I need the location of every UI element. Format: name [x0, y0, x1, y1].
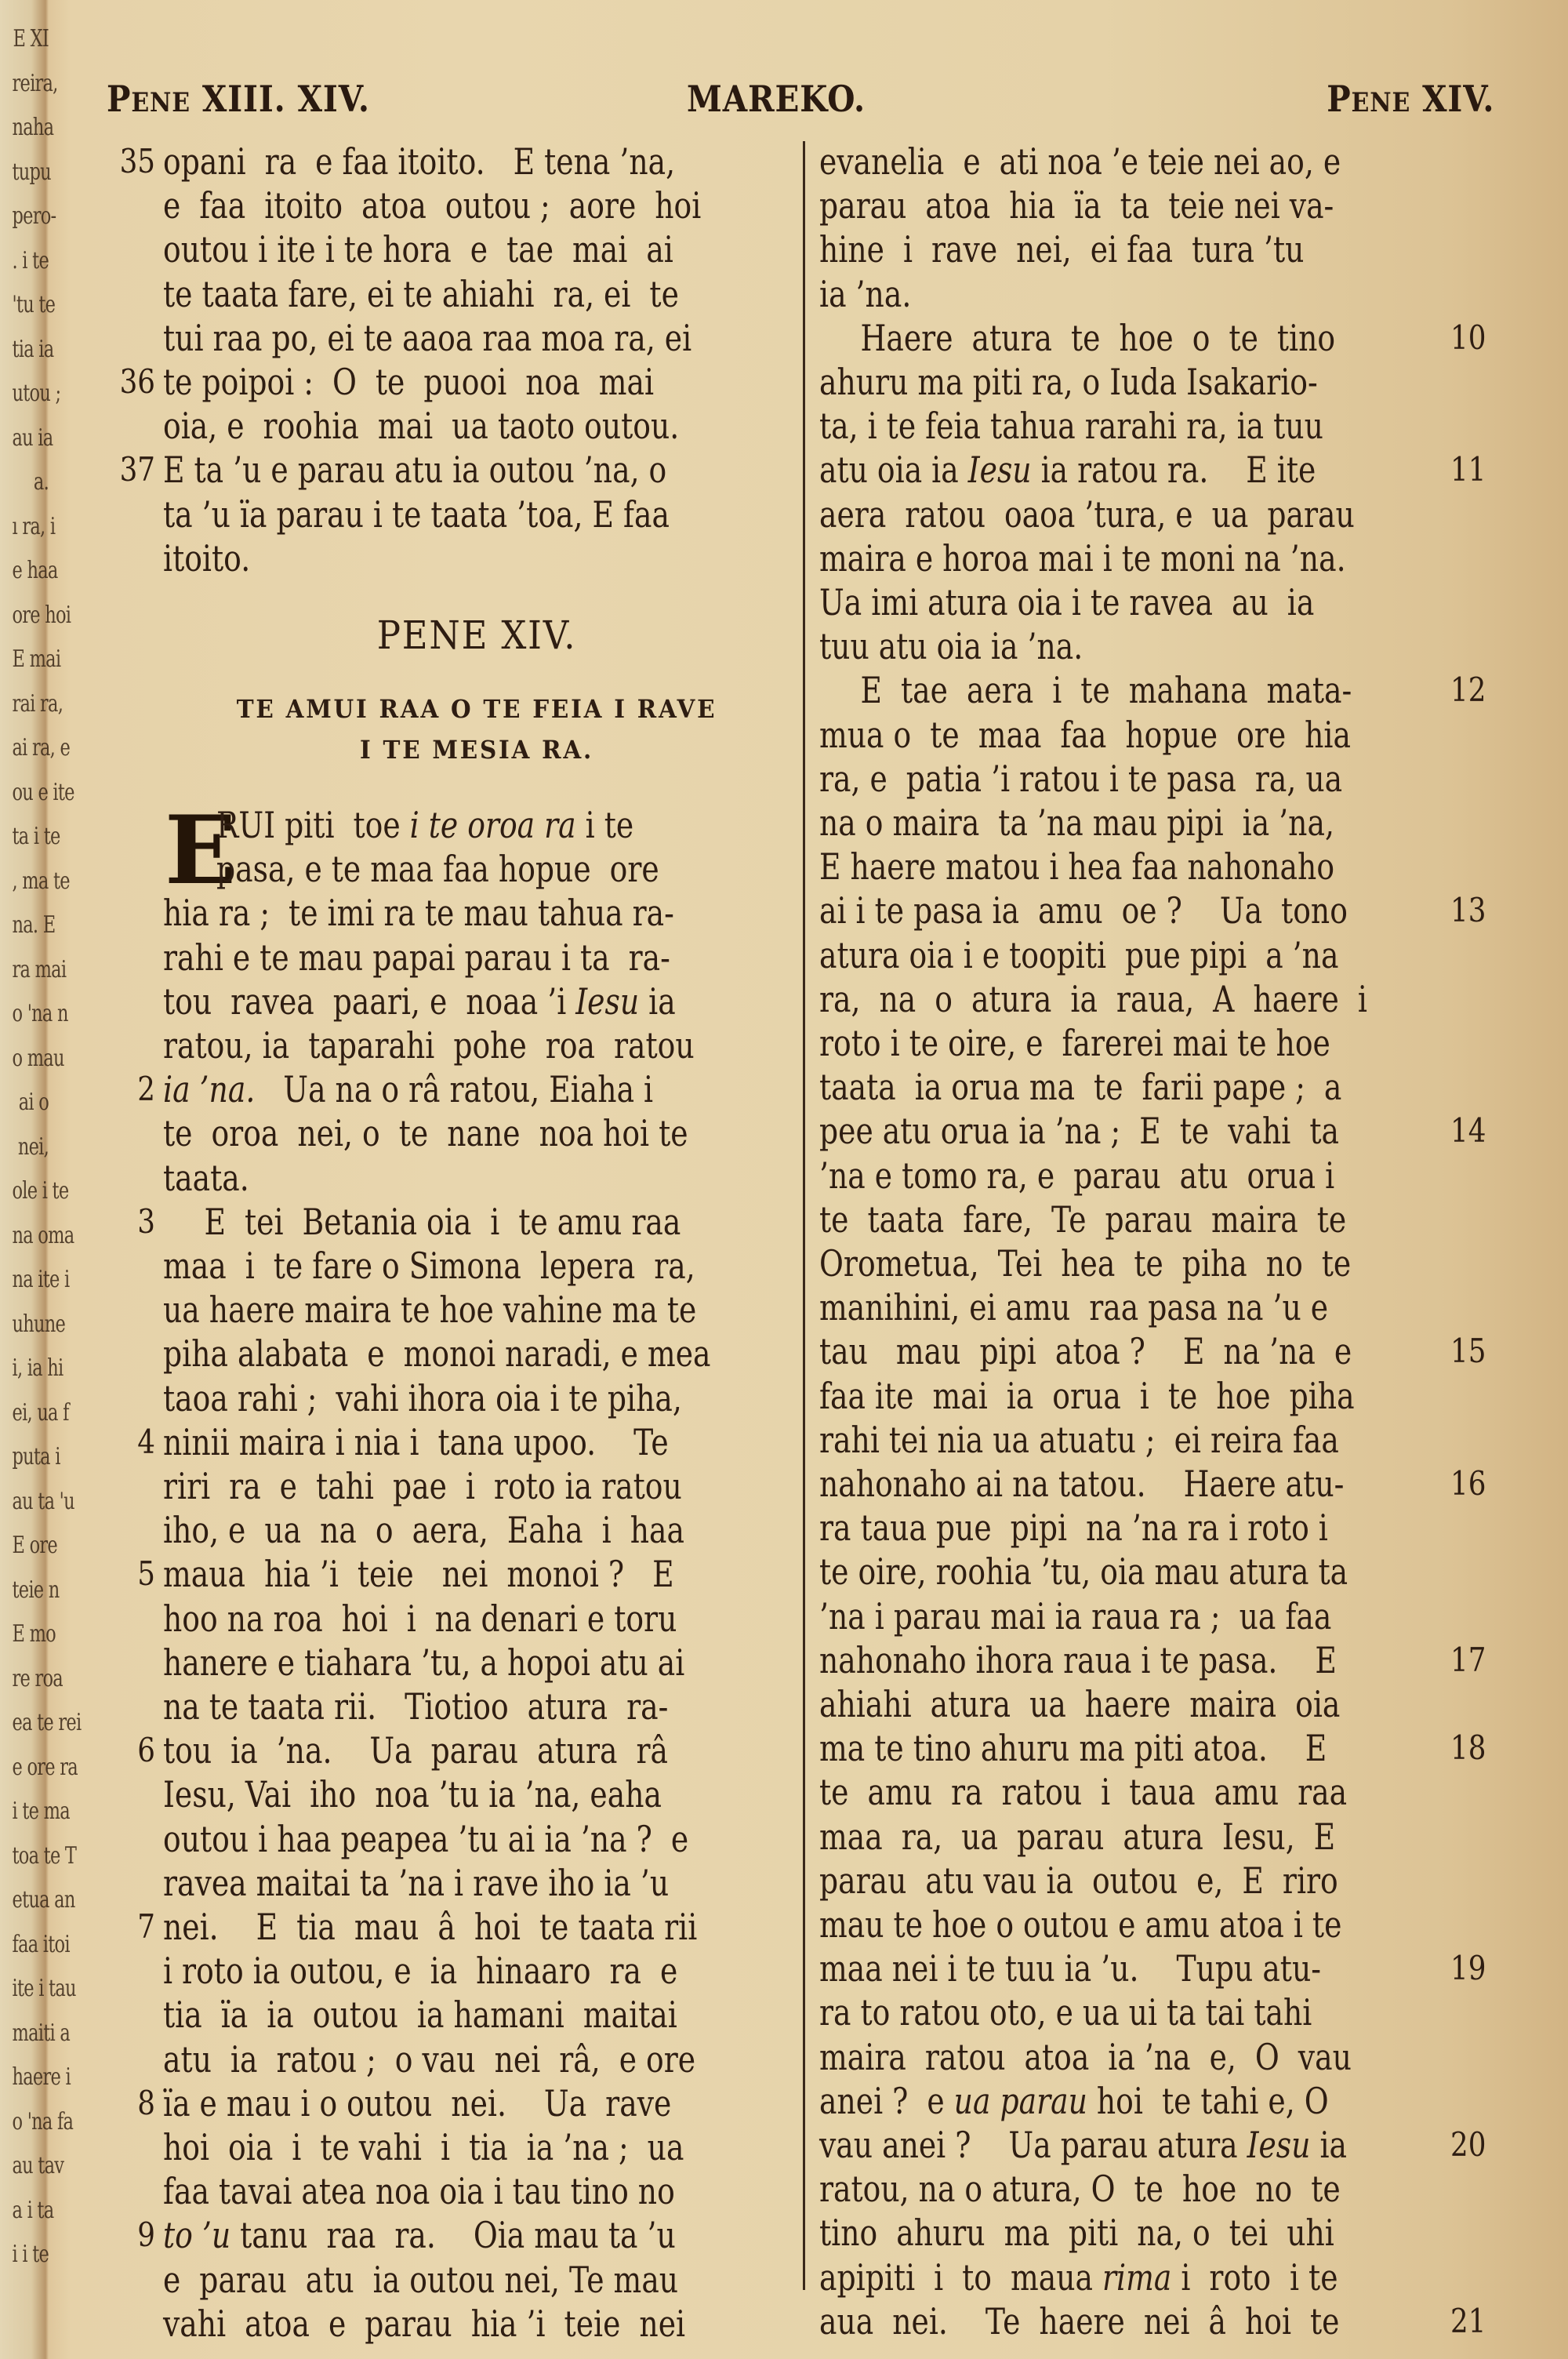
text-run: Iesu, Vai iho noa ’tu ia ’na, eaha	[163, 1773, 662, 1816]
text-line	[163, 1376, 682, 1420]
verse-number: 7	[137, 1907, 155, 1946]
text-line	[819, 668, 1352, 712]
facing-page-fragment: na oma	[12, 1221, 74, 1249]
text-line	[819, 1329, 1352, 1373]
text-line	[819, 801, 1334, 845]
text-run: ma te tino ahuru ma piti atoa. E	[819, 1727, 1327, 1770]
text-run: anei ? e	[819, 2079, 954, 2122]
text-run: e faa itoito atoa outou ; aore hoi	[163, 184, 702, 227]
header-left-initial: P	[107, 78, 132, 120]
text-line	[163, 1641, 685, 1685]
text-run: te oroa nei, o te nane noa hoi te	[163, 1112, 688, 1155]
text-line	[163, 1111, 688, 1155]
text-run: riri ra e tahi pae i roto ia ratou	[163, 1465, 682, 1507]
text-line	[819, 184, 1334, 227]
text-line	[819, 2167, 1341, 2211]
facing-page-fragment: a.	[33, 468, 49, 496]
verse-number: 16	[1450, 1464, 1486, 1503]
text-line	[819, 624, 1327, 668]
facing-page-fragment: etua an	[12, 1886, 75, 1914]
text-line	[163, 1508, 684, 1552]
text-line	[163, 1288, 697, 1332]
text-run: i te	[575, 804, 634, 846]
text-line	[819, 1550, 1348, 1594]
text-line	[163, 2169, 677, 2213]
text-run: ravea maitai ta ’na i rave iho ia ’u	[163, 1861, 670, 1904]
facing-page-fragment: ta i te	[12, 823, 60, 850]
text-line	[819, 1198, 1347, 1241]
facing-page-fragment: o 'na n	[12, 1000, 68, 1027]
text-run: maa nei i te tuu ia ’u. Tupu atu-	[819, 1947, 1322, 1990]
facing-page-fragment: toa te T	[12, 1841, 77, 1870]
text-line	[163, 891, 677, 935]
text-run: ra taua pue pipi na ’na ra i roto i	[819, 1507, 1328, 1550]
facing-page-fragment: ı ra, i	[12, 512, 56, 540]
text-line	[163, 1993, 677, 2037]
text-run: E ta ’u e parau atu ia outou ’na, o	[163, 449, 667, 492]
facing-page-fragment: ei, ua f	[12, 1398, 69, 1427]
text-run: maira ratou atoa ia ’na e, O vau	[819, 2035, 1352, 2078]
verse-number: 10	[1450, 318, 1486, 357]
facing-page-fragment: teie n	[12, 1576, 60, 1604]
text-line	[163, 448, 677, 492]
verse-number: 12	[1450, 671, 1486, 710]
text-run: atu ia ratou ; o vau nei râ, e ore	[163, 2037, 696, 2081]
text-line	[819, 1990, 1327, 2034]
text-line	[216, 847, 687, 891]
text-line	[819, 2123, 1348, 2167]
verse-number: 19	[1450, 1949, 1486, 1988]
text-line	[819, 713, 1351, 757]
column-divider	[803, 141, 805, 2290]
text-run: faa ite mai ia orua i te hoe piha	[819, 1374, 1355, 1417]
text-run: tui raa po, ei te aaoa raa moa ra, ei	[163, 316, 692, 359]
text-run: tau mau pipi atoa ? E na ’na e	[819, 1330, 1352, 1373]
text-run: maua hia ’i teie nei monoi ? E	[163, 1553, 674, 1596]
facing-page-fragment: i i te	[12, 2241, 49, 2268]
facing-page-fragment: tia ia	[12, 335, 54, 363]
facing-page-edge	[0, 0, 82, 2359]
text-line	[819, 1021, 1330, 1065]
text-run: atu oia ia	[819, 449, 968, 492]
verse-number: 4	[137, 1422, 155, 1461]
text-line	[163, 1420, 677, 1464]
text-run: ra, na o atura ia raua, A haere i	[819, 977, 1367, 1020]
italic-text: Iesu	[1247, 2124, 1311, 2166]
text-run: parau atu vau ia outou e, E riro	[819, 1859, 1338, 1902]
facing-page-fragment: ole i te	[12, 1177, 69, 1205]
text-line	[819, 757, 1343, 801]
text-line	[819, 889, 1348, 932]
text-run: te amu ra ratou i taua amu raa	[819, 1771, 1348, 1814]
text-line	[819, 227, 1327, 271]
text-run: outou i haa peapea ’tu ai ia ’na ? e	[163, 1817, 689, 1860]
text-line	[163, 1464, 682, 1508]
text-line	[819, 1682, 1341, 1726]
italic-text: ia ’na.	[163, 1068, 256, 1111]
text-run: ia	[639, 980, 676, 1023]
text-run: RUI piti toe	[216, 804, 410, 846]
text-run: mau te hoe o outou e amu atoa i te	[819, 1903, 1342, 1946]
drop-cap: E	[165, 795, 237, 906]
text-line	[163, 404, 680, 448]
verse-number: 17	[1450, 1640, 1486, 1679]
text-run: aera ratou oaoa ’tura, e ua parau	[819, 493, 1355, 536]
text-line	[819, 580, 1327, 624]
text-run: Ua na o râ ratou, Eiaha i	[255, 1068, 654, 1111]
verse-number: 15	[1450, 1332, 1486, 1371]
facing-page-fragment: , ma te	[12, 867, 70, 895]
text-run: E tae aera i te mahana mata-	[860, 669, 1352, 712]
text-line	[163, 316, 692, 360]
text-run: nahonaho ai na tatou. Haere atu-	[819, 1463, 1345, 1505]
text-run: manihini, ei amu raa pasa na ’u e	[819, 1286, 1329, 1329]
facing-page-fragment: . i te	[12, 246, 49, 274]
text-run: taoa rahi ; vahi ihora oia i te piha,	[163, 1376, 682, 1419]
text-line	[163, 536, 677, 580]
text-run: nahonaho ihora raua i te pasa. E	[819, 1638, 1337, 1681]
text-run: E haere matou i hea faa nahonaho	[819, 845, 1335, 889]
text-run: mua o te maa faa hopue ore hia	[819, 713, 1351, 756]
text-run: oia, e roohia mai ua taoto outou.	[163, 405, 680, 448]
text-run: taata ia orua ma te farii pape ; a	[819, 1066, 1342, 1109]
text-line	[163, 272, 677, 316]
text-run: te taata fare, Te parau maira te	[819, 1198, 1347, 1241]
verse-number: 6	[137, 1731, 155, 1770]
text-line	[819, 536, 1346, 580]
text-run: itoito.	[163, 536, 251, 580]
text-run: maira e horoa mai i te moni na ’na.	[819, 536, 1346, 580]
italic-text: rima	[1102, 2255, 1172, 2299]
text-run: aua nei. Te haere nei â hoi te	[819, 2299, 1340, 2343]
text-line	[819, 140, 1341, 184]
verse-number: 36	[119, 362, 155, 401]
facing-page-fragment: ai o	[18, 1089, 49, 1116]
text-run: hanere e tiahara ’tu, a hopoi atu ai	[163, 1641, 685, 1684]
running-header	[107, 75, 1494, 122]
facing-page-fragment: na ite i	[12, 1266, 70, 1293]
verse-number: 13	[1450, 891, 1486, 930]
text-run: ra to ratou oto, e ua ui ta tai tahi	[819, 1991, 1312, 2034]
text-line	[819, 404, 1327, 448]
text-line	[819, 493, 1355, 536]
header-right-smallcaps: ENE	[1351, 87, 1410, 118]
text-run: na te taata rii. Tiotioo atura ra-	[163, 1685, 669, 1728]
text-line	[819, 1418, 1339, 1462]
text-run: faa tavai atea noa oia i tau tino no	[163, 2170, 675, 2213]
text-run: ’na e tomo ra, e parau atu orua i	[819, 1154, 1335, 1197]
text-run: te poipoi : O te puooi noa mai	[163, 361, 655, 403]
text-line	[163, 1772, 677, 1816]
text-run: hoo na roa hoi i na denari e toru	[163, 1597, 677, 1640]
text-line	[819, 1815, 1336, 1859]
verse-number: 5	[137, 1554, 155, 1594]
text-line	[163, 2081, 677, 2125]
facing-page-fragment: e ore ra	[12, 1753, 78, 1781]
text-run: evanelia e ati noa ’e teie nei ao, e	[819, 140, 1341, 183]
verse-number: 9	[137, 2215, 155, 2255]
text-run: ratou, ia taparahi pohe roa ratou	[163, 1024, 695, 1067]
header-right-numerals: XIV.	[1410, 78, 1494, 120]
chapter-summary-line: TE AMUI RAA O TE FEIA I RAVE	[236, 694, 717, 724]
text-line	[163, 2302, 686, 2346]
text-run: ra, e patia ’i ratou i te pasa ra, ua	[819, 757, 1343, 800]
facing-page-fragment: i te ma	[12, 1797, 70, 1825]
facing-page-fragment: faa itoi	[12, 1930, 70, 1958]
facing-page-fragment: o 'na fa	[12, 2107, 74, 2135]
facing-page-fragment: naha	[12, 114, 54, 141]
facing-page-fragment: 'tu te	[12, 291, 56, 318]
text-run: ai i te pasa ia amu oe ? Ua tono	[819, 889, 1348, 932]
text-line	[163, 1949, 677, 1993]
text-line	[163, 1156, 677, 1200]
verse-number: 11	[1450, 450, 1486, 489]
italic-text: to ’u	[163, 2214, 231, 2257]
text-line	[819, 1374, 1355, 1418]
text-run: opani ra e faa itoito. E tena ’na,	[163, 140, 676, 183]
italic-text: Iesu	[575, 980, 640, 1023]
text-run: piha alabata e monoi naradi, e mea	[163, 1332, 711, 1376]
text-line	[819, 1903, 1342, 1946]
text-run: taata.	[163, 1156, 249, 1199]
text-run: hia ra ; te imi ra te mau tahua ra-	[163, 892, 674, 935]
facing-page-fragment: pero-	[12, 202, 56, 230]
text-line	[163, 1817, 689, 1861]
text-run: pee atu orua ia ’na ; E te vahi ta	[819, 1110, 1339, 1153]
text-run: apipiti i to maua	[819, 2255, 1103, 2299]
text-line	[163, 2258, 677, 2302]
text-run: ta, i te feia tahua rarahi ra, ia tuu	[819, 405, 1323, 448]
text-line	[819, 1462, 1345, 1506]
chapter-summary-line: I TE MESIA RA.	[360, 735, 593, 765]
text-line	[163, 980, 677, 1023]
text-line	[163, 1067, 677, 1111]
text-line	[819, 360, 1327, 404]
text-run: ia ratou ra. E ite	[1031, 449, 1316, 492]
text-line	[163, 936, 677, 980]
verse-number: 3	[137, 1201, 155, 1241]
text-run: Ua imi atura oia i te ravea au ia	[819, 581, 1315, 623]
facing-page-fragment: i, ia hi	[12, 1354, 64, 1382]
text-run: E tei Betania oia i te amu raa	[204, 1200, 681, 1243]
text-run: outou i ite i te hora e tae mai ai	[163, 228, 673, 271]
facing-page-fragment: au ia	[12, 423, 53, 452]
text-run: tanu raa ra. Oia mau ta ’u	[230, 2214, 676, 2257]
facing-page-fragment: haere i	[12, 2063, 71, 2091]
facing-page-fragment: ou e ite	[12, 778, 74, 806]
facing-page-fragment: utou ;	[12, 380, 61, 407]
text-run: rahi tei nia ua atuatu ; ei reira faa	[819, 1418, 1339, 1461]
text-line	[163, 1597, 677, 1641]
text-line	[163, 1685, 677, 1728]
facing-page-fragment: au ta 'u	[12, 1487, 74, 1515]
text-line	[163, 1861, 677, 1905]
text-line	[819, 1726, 1327, 1770]
text-run: hine i rave nei, ei faa tura ’tu	[819, 228, 1305, 271]
text-run: ta ’u ïa parau i te taata ’toa, E faa	[163, 493, 670, 536]
text-run: vau anei ? Ua parau atura	[819, 2124, 1247, 2166]
chapter-title: PENE XIV.	[376, 612, 577, 658]
facing-page-fragment: E XI	[13, 25, 49, 53]
text-line	[163, 1023, 695, 1067]
text-run: rahi e te mau papai parau i ta ra-	[163, 936, 670, 979]
text-line	[819, 1065, 1342, 1109]
text-run: ia ’na.	[819, 272, 912, 315]
verse-number: 35	[119, 142, 155, 180]
text-run: maa i te fare o Simona lepera ra,	[163, 1245, 695, 1287]
text-line	[163, 1332, 711, 1376]
text-line	[819, 2211, 1334, 2255]
text-run: tia ïa ia outou ia hamani maitai	[163, 1994, 677, 2037]
text-run: e parau atu ia outou nei, Te mau	[163, 2258, 679, 2301]
text-line	[819, 2035, 1352, 2079]
text-line	[819, 2079, 1327, 2123]
text-run: pasa, e te maa faa hopue ore	[216, 848, 659, 891]
header-book-title: MAREKO.	[687, 78, 866, 120]
text-run: ua haere maira te hoe vahine ma te	[163, 1289, 697, 1332]
text-line	[819, 1154, 1335, 1198]
facing-page-fragment: maiti a	[12, 2019, 70, 2047]
header-right-initial: P	[1326, 78, 1352, 120]
text-line	[163, 184, 702, 227]
text-line	[216, 803, 687, 847]
facing-page-fragment: re roa	[12, 1664, 63, 1692]
text-run: tou ravea paari, e noaa ’i	[163, 980, 576, 1023]
facing-page-fragment: ea te rei	[12, 1709, 82, 1736]
text-run: roto i te oire, e farerei mai te hoe	[819, 1022, 1330, 1064]
text-line	[163, 140, 677, 184]
text-line	[819, 448, 1327, 492]
verse-number: 2	[137, 1070, 155, 1109]
facing-page-fragment: E mo	[12, 1620, 56, 1648]
verse-number: 20	[1450, 2125, 1486, 2164]
text-run: Haere atura te hoe o te tino	[860, 316, 1336, 359]
text-line	[819, 1594, 1332, 1638]
text-run: parau atoa hia ïa ta teie nei va-	[819, 184, 1334, 227]
text-run: vahi atoa e parau hia ’i teie nei	[163, 2302, 686, 2345]
text-line	[163, 2037, 696, 2081]
text-line	[819, 933, 1339, 977]
italic-text: i te oroa ra	[409, 804, 576, 846]
text-line	[163, 1905, 698, 1949]
text-run: maa ra, ua parau atura Iesu, E	[819, 1815, 1336, 1858]
facing-page-fragment: ore hoi	[12, 601, 71, 629]
text-line	[819, 845, 1335, 889]
text-line	[819, 1859, 1338, 1903]
text-run: tino ahuru ma piti na, o tei uhi	[819, 2212, 1334, 2255]
facing-page-fragment: ra mai	[12, 955, 67, 983]
verse-number: 14	[1450, 1111, 1486, 1150]
facing-page-fragment: tupu	[12, 158, 51, 186]
text-run: nei. E tia mau â hoi te taata rii	[163, 1906, 698, 1948]
text-line	[163, 360, 677, 404]
text-run: tuu atu oia ia ’na.	[819, 625, 1083, 668]
header-chapter-range-left	[107, 75, 370, 126]
facing-page-fragment: puta i	[12, 1443, 60, 1470]
header-left-smallcaps: ENE	[131, 87, 191, 118]
text-line	[163, 1244, 695, 1288]
facing-page-fragment: ite i tau	[12, 1975, 76, 2002]
text-run: Orometua, Tei hea te piha no te	[819, 1242, 1352, 1285]
facing-page-fragment: au tav	[12, 2152, 64, 2179]
facing-page-fragment: uhune	[12, 1310, 66, 1338]
text-line	[819, 316, 1336, 360]
text-line	[819, 1241, 1352, 1285]
verse-number: 21	[1450, 2301, 1486, 2340]
text-run: iho, e ua na o aera, Eaha i haa	[163, 1509, 684, 1552]
text-run: i roto ia outou, e ia hinaaro ra e	[163, 1950, 678, 1993]
text-run: ahiahi atura ua haere maira oia	[819, 1683, 1341, 1725]
facing-page-fragment: rai ra,	[12, 689, 64, 718]
verse-number: 8	[137, 2083, 155, 2122]
text-line	[819, 1638, 1337, 1682]
text-line	[163, 493, 677, 536]
text-run: ia	[1310, 2124, 1348, 2166]
text-line	[819, 1770, 1348, 1814]
header-chapter-right	[1327, 75, 1494, 126]
text-run: ninii maira i nia i tana upoo. Te	[163, 1420, 669, 1463]
italic-text: Iesu	[967, 449, 1032, 492]
text-run: hoi oia i te vahi i tia ia ’na ; ua	[163, 2126, 684, 2168]
text-line	[819, 272, 1327, 316]
text-line	[819, 1285, 1327, 1329]
text-run: ’na i parau mai ia raua ra ; ua faa	[819, 1594, 1332, 1637]
facing-page-fragment: reira,	[12, 69, 58, 97]
text-run: tou ia ’na. Ua parau atura râ	[163, 1729, 669, 1772]
text-run: atura oia i e toopiti pue pipi a ’na	[819, 933, 1339, 976]
facing-page-fragment: a i ta	[12, 2196, 54, 2224]
text-line	[163, 1552, 677, 1596]
text-line	[819, 1506, 1327, 1550]
text-line	[163, 1728, 677, 1772]
text-run: na o maira ta ’na mau pipi ia ’na,	[819, 801, 1334, 844]
facing-page-fragment: E mai	[12, 645, 61, 673]
facing-page-fragment: ai ra, e	[12, 734, 71, 761]
text-line	[819, 2255, 1338, 2299]
text-line	[163, 2125, 684, 2169]
text-line	[163, 1200, 681, 1244]
text-line	[163, 227, 677, 271]
text-run: te taata fare, ei te ahiahi ra, ei te	[163, 272, 679, 315]
text-line	[163, 2213, 677, 2257]
text-line	[819, 2299, 1340, 2343]
text-run: ratou, na o atura, O te hoe no te	[819, 2168, 1341, 2211]
verse-number: 37	[119, 450, 155, 489]
facing-page-fragment: nei,	[17, 1132, 49, 1161]
text-run: ahuru ma piti ra, o Iuda Isakario-	[819, 361, 1318, 403]
text-run: te oire, roohia ’tu, oia mau atura ta	[819, 1550, 1348, 1594]
facing-page-fragment: o mau	[12, 1044, 64, 1072]
text-run: i roto i te	[1171, 2255, 1338, 2299]
italic-text: ua parau	[953, 2079, 1087, 2122]
facing-page-fragment: e haa	[12, 557, 58, 584]
header-left-numerals: XIII. XIV.	[190, 78, 370, 120]
text-line	[819, 1946, 1327, 1990]
facing-page-fragment: na. E	[12, 911, 56, 939]
text-run: ïa e mau i o outou nei. Ua rave	[163, 2081, 672, 2125]
facing-page-fragment: E ore	[12, 1532, 57, 1559]
text-line	[819, 1109, 1339, 1153]
text-line	[819, 977, 1367, 1021]
text-run: hoi te tahi e, O	[1087, 2079, 1329, 2122]
verse-number: 18	[1450, 1728, 1486, 1768]
